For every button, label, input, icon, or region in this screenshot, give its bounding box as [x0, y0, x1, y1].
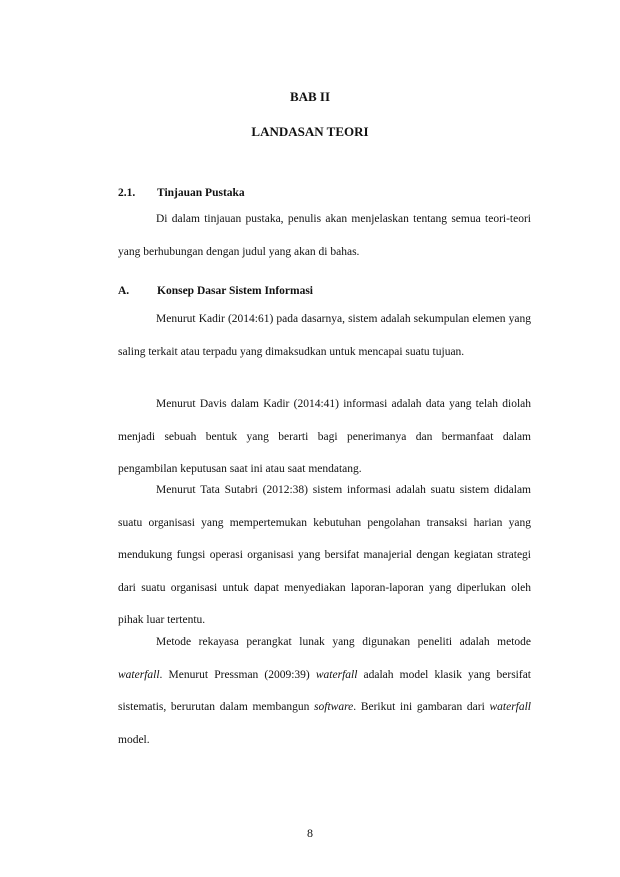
section-number: 2.1.: [118, 187, 136, 199]
metode-text-5: model.: [118, 733, 150, 746]
subsection-heading: [118, 285, 313, 297]
section-title: Tinjauan Pustaka: [157, 187, 245, 199]
subsection-title: Konsep Dasar Sistem Informasi: [157, 285, 314, 297]
chapter-label: BAB II: [289, 89, 331, 104]
metode-italic-2: waterfall: [315, 668, 358, 681]
metode-text-1: Metode rekayasa perangkat lunak yang digunakan peneliti adalah metode: [156, 636, 531, 648]
metode-italic-4: waterfall: [489, 701, 531, 713]
metode-text-3: adalah model klasik yang bersifat sistematis, berurutan dalam membangun: [118, 668, 531, 713]
section-intro-paragraph: Di dalam tinjauan pustaka, penulis akan menjelaskan tentang semua teori-teori yang berhubungan dengan judul yang akan di bahas.: [118, 213, 531, 258]
metode-text-4: . Berikut ini gambaran dari: [353, 701, 490, 713]
section-heading: [118, 187, 245, 199]
paragraph-metode: [118, 626, 531, 756]
metode-text-2: . Menurut Pressman (2009:39): [159, 668, 316, 681]
page-number: 8: [307, 826, 313, 840]
metode-italic-1: waterfall: [118, 668, 160, 681]
paragraph-davis: Menurut Davis dalam Kadir (2014:41) informasi adalah data yang telah diolah menjadi sebuah bentuk yang berarti bagi penerimanya dan bermanfaat dalam pengambilan keputusan saat ini atau saat mendatang.: [118, 398, 531, 475]
paragraph-sutabri: Menurut Tata Sutabri (2012:38) sistem informasi adalah suatu sistem didalam suatu organisasi yang mempertemukan kebutuhan pengolahan transaksi harian yang mendukung fungsi operasi organisasi yang bersifat manajerial dengan kegiatan strategi dari suatu organisasi untuk dapat menyediakan laporan-laporan yang diperlukan oleh pihak luar tertentu.: [118, 484, 531, 626]
subsection-number: A.: [118, 285, 130, 297]
chapter-title: LANDASAN TEORI: [251, 124, 369, 139]
metode-italic-3: software: [314, 701, 354, 713]
paragraph-kadir: Menurut Kadir (2014:61) pada dasarnya, sistem adalah sekumpulan elemen yang saling terkait atau terpadu yang dimaksudkan untuk mencapai suatu tujuan.: [118, 313, 531, 358]
